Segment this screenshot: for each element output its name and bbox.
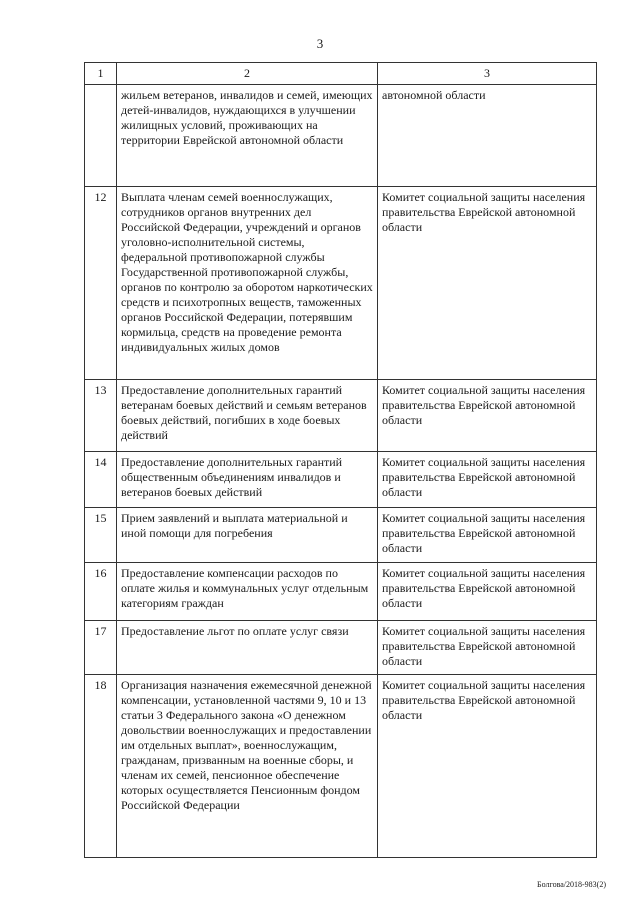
row-number: 18 [85, 675, 117, 858]
responsible-authority: Комитет социальной защиты населения правительства Еврейской автономной области [378, 621, 597, 675]
document-code: Болгова/2018-983(2) [537, 880, 606, 889]
table-row [85, 452, 597, 508]
responsible-authority: Комитет социальной защиты населения правительства Еврейской автономной области [378, 508, 597, 563]
service-name: Предоставление льгот по оплате услуг связи [117, 621, 378, 675]
service-name: Организация назначения ежемесячной денежной компенсации, установленной частями 9, 10 и 13 статьи 3 Федерального закона «О денежном довольствии военнослужащих и предоставлении им отдельных выплат», военнослужащим, гражданам, призванным на военные сборы, и членам их семей, пенсионное обеспечение которых осуществляется Пенсионным фондом Российской Федерации [117, 675, 378, 858]
row-number: 13 [85, 380, 117, 452]
table-row [85, 508, 597, 563]
table-row [85, 187, 597, 380]
service-name: Выплата членам семей военнослужащих, сотрудников органов внутренних дел Российской Федерации, учреждений и органов уголовно-исполнительной системы, федеральной противопожарной службы Государственной противопожарной службы, органов по контролю за оборотом наркотических средств и психотропных веществ, таможенных органов Российской Федерации, потерявшим кормильца, средств на проведение ремонта индивидуальных жилых домов [117, 187, 378, 380]
responsible-authority: Комитет социальной защиты населения правительства Еврейской автономной области [378, 380, 597, 452]
table-row [85, 621, 597, 675]
column-header-authority: 3 [378, 63, 597, 85]
service-name: Предоставление дополнительных гарантий ветеранам боевых действий и семьям ветеранов боевых действий, погибших в ходе боевых действий [117, 380, 378, 452]
services-table [84, 62, 597, 858]
responsible-authority: Комитет социальной защиты населения правительства Еврейской автономной области [378, 563, 597, 621]
row-number: 17 [85, 621, 117, 675]
column-header-number: 1 [85, 63, 117, 85]
row-number: 12 [85, 187, 117, 380]
responsible-authority: Комитет социальной защиты населения правительства Еврейской автономной области [378, 452, 597, 508]
service-name: Прием заявлений и выплата материальной и иной помощи для погребения [117, 508, 378, 563]
table-row [85, 380, 597, 452]
row-number: 15 [85, 508, 117, 563]
row-number: 14 [85, 452, 117, 508]
responsible-authority: автономной области [378, 85, 597, 187]
service-name: Предоставление компенсации расходов по оплате жилья и коммунальных услуг отдельным категориям граждан [117, 563, 378, 621]
table-header-row [85, 63, 597, 85]
page-number: 3 [316, 36, 324, 51]
row-number: 16 [85, 563, 117, 621]
responsible-authority: Комитет социальной защиты населения правительства Еврейской автономной области [378, 187, 597, 380]
service-name: жильем ветеранов, инвалидов и семей, имеющих детей-инвалидов, нуждающихся в улучшении жилищных условий, проживающих на территории Еврейской автономной области [117, 85, 378, 187]
table-row [85, 675, 597, 858]
table-row [85, 563, 597, 621]
column-header-service: 2 [117, 63, 378, 85]
table-row [85, 85, 597, 187]
service-name: Предоставление дополнительных гарантий общественным объединениям инвалидов и ветеранов боевых действий [117, 452, 378, 508]
responsible-authority: Комитет социальной защиты населения правительства Еврейской автономной области [378, 675, 597, 858]
row-number [85, 85, 117, 187]
